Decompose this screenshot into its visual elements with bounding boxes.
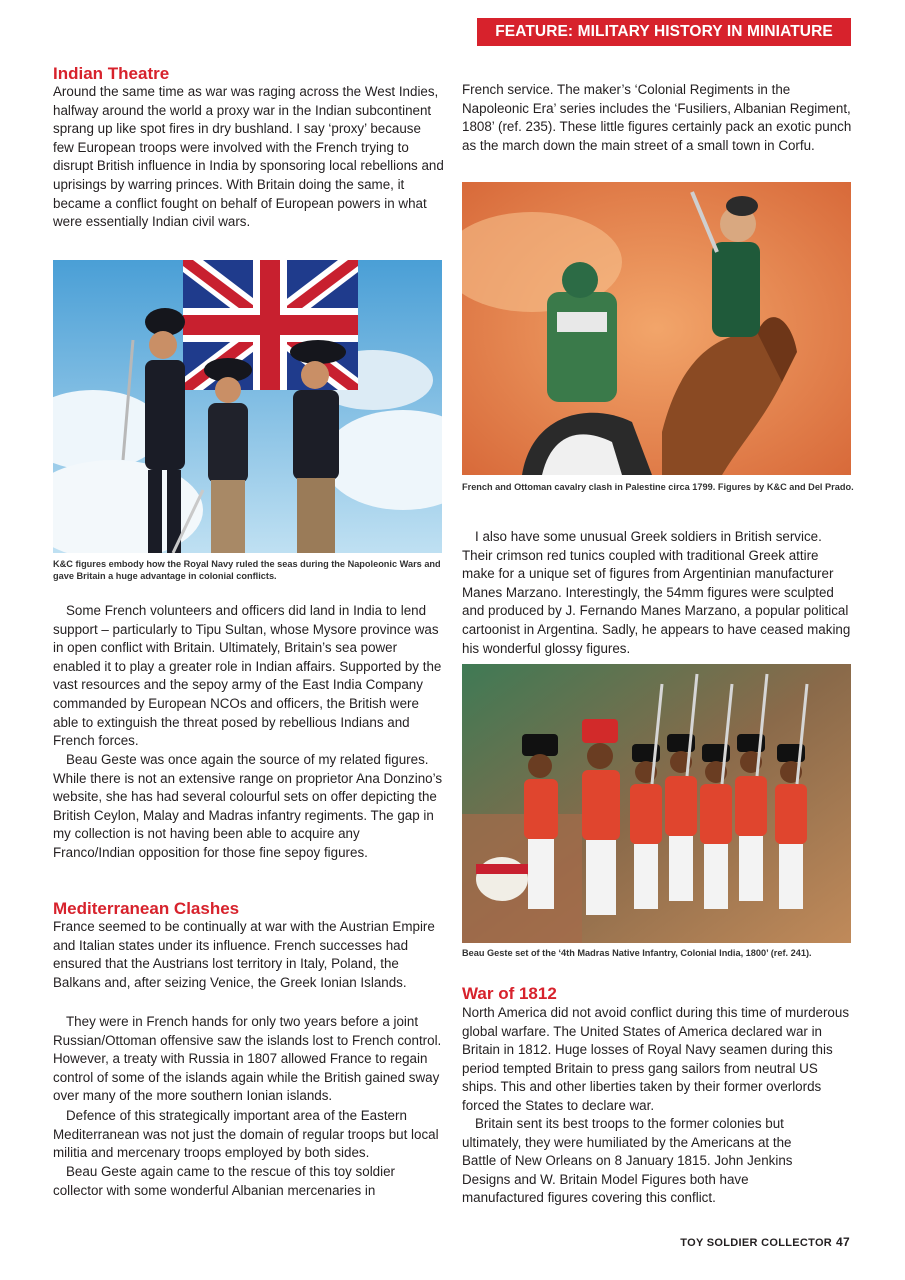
heading-indian-theatre: Indian Theatre	[53, 64, 170, 83]
caption-royal-navy: K&C figures embody how the Royal Navy ruled the seas during the Napoleonic Wars and gave Britain a huge advantage in colonial conflicts.	[53, 559, 441, 582]
paragraph-indian-3: Beau Geste was once again the source of my related figures. While there is not an extensive range on proprietor Ana Donzino’s website, she has had several colourful sets on offer depicting the British Ceylon, Malay and Madras infantry regiments. The gap in my collection is not having been able to acquire any Franco/Indian opposition for those fine sepoy figures.	[53, 752, 443, 860]
paragraph-med-4: Beau Geste again came to the rescue of this toy soldier collector with some wonderful Albanian mercenaries in	[53, 1164, 395, 1198]
heading-war-of-1812: War of 1812	[462, 984, 557, 1003]
caption-madras-infantry: Beau Geste set of the ‘4th Madras Native Infantry, Colonial India, 1800’ (ref. 241).	[462, 948, 812, 958]
paragraph-war-1: North America did not avoid conflict during this time of murderous global warfare. The United States of America declared war in Britain in 1812. Huge losses of Royal Navy seamen during this period tempted Britain to press gang sailors from neutral US ships. This and other liberties taken by their former overlords forced the States to declare war.	[462, 1005, 850, 1113]
madras-infantry-image	[462, 664, 851, 943]
cavalry-clash-image	[462, 182, 851, 475]
magazine-name: TOY SOLDIER COLLECTOR	[680, 1237, 833, 1249]
paragraph-right-2: I also have some unusual Greek soldiers in British service. Their crimson red tunics coupled with traditional Greek attire make for a unique set of figures from Argentinian manufacturer Manes Marzano. Interestingly, the 54mm figures were sculpted and produced by J. Fernando Manes Marzano, a popular political cartoonist in Argentina. Sadly, he appears to have ceased making his wonderful glossy figures.	[462, 529, 851, 656]
paragraph-indian-2: Some French volunteers and officers did land in India to lend support – particularly to Tipu Sultan, whose Mysore province was in open conflict with Britain. Ultimately, Britain’s sea power enabled it to play a greater role in Indian affairs. Supported by the vast resources and the sepoy army of the East India Company commanded by European NCOs and officers, the British were able to extinguish the threat posed by rebellious Indians and French forces.	[53, 603, 442, 749]
paragraph-war-2: Britain sent its best troops to the former colonies but ultimately, they were humiliated by the Americans at the Battle of New Orleans on 8 January 1815. John Jenkins Designs and W. Britain Model Figures both have manufactured figures covering this conflict.	[462, 1116, 793, 1206]
feature-banner: FEATURE: MILITARY HISTORY IN MINIATURE	[477, 18, 851, 46]
photo-madras-infantry	[462, 664, 851, 943]
page-number: 47	[836, 1235, 850, 1249]
photo-cavalry-clash	[462, 182, 851, 475]
heading-mediterranean-clashes: Mediterranean Clashes	[53, 899, 240, 918]
photo-royal-navy-figures	[53, 260, 442, 553]
paragraph-med-2: They were in French hands for only two years before a joint Russian/Ottoman offensive saw the islands lost to French control. However, a treaty with Russia in 1807 allowed France to regain control of some of the islands again while the British gained sway over many of the more southern Ionian islands.	[53, 1014, 442, 1104]
caption-cavalry-clash: French and Ottoman cavalry clash in Palestine circa 1799. Figures by K&C and Del Prado.	[462, 482, 854, 492]
royal-navy-figures-image	[53, 260, 442, 553]
paragraph-med-1: France seemed to be continually at war with the Austrian Empire and Italian states under its influence. French successes had ensured that the Austrians lost territory in Italy, Poland, the Balkans and, after seizing Venice, the Greek Ionian Islands.	[53, 919, 435, 990]
page-footer	[680, 1235, 850, 1249]
paragraph-right-1: French service. The maker’s ‘Colonial Regiments in the Napoleonic Era’ series includes the ‘Fusiliers, Albanian Regiment, 1808’ (ref. 235). These little figures certainly pack an exotic punch as the march down the main street of a small town in Corfu.	[462, 82, 852, 153]
paragraph-indian-1: Around the same time as war was raging across the West Indies, halfway around the world a proxy war in the Indian subcontinent sprang up like spot fires in dry bushland. I say ‘proxy’ because few European troops were involved with the French trying to disrupt British influence in India by sponsoring local rebellions and uprisings by warring princes. With Britain doing the same, it became a conflict fought on behalf of European powers in what were essentially Indian civil wars.	[53, 84, 444, 230]
paragraph-med-3: Defence of this strategically important area of the Eastern Mediterranean was not just the domain of regular troops but local militia and mercenary troops employed by both sides.	[53, 1108, 439, 1161]
